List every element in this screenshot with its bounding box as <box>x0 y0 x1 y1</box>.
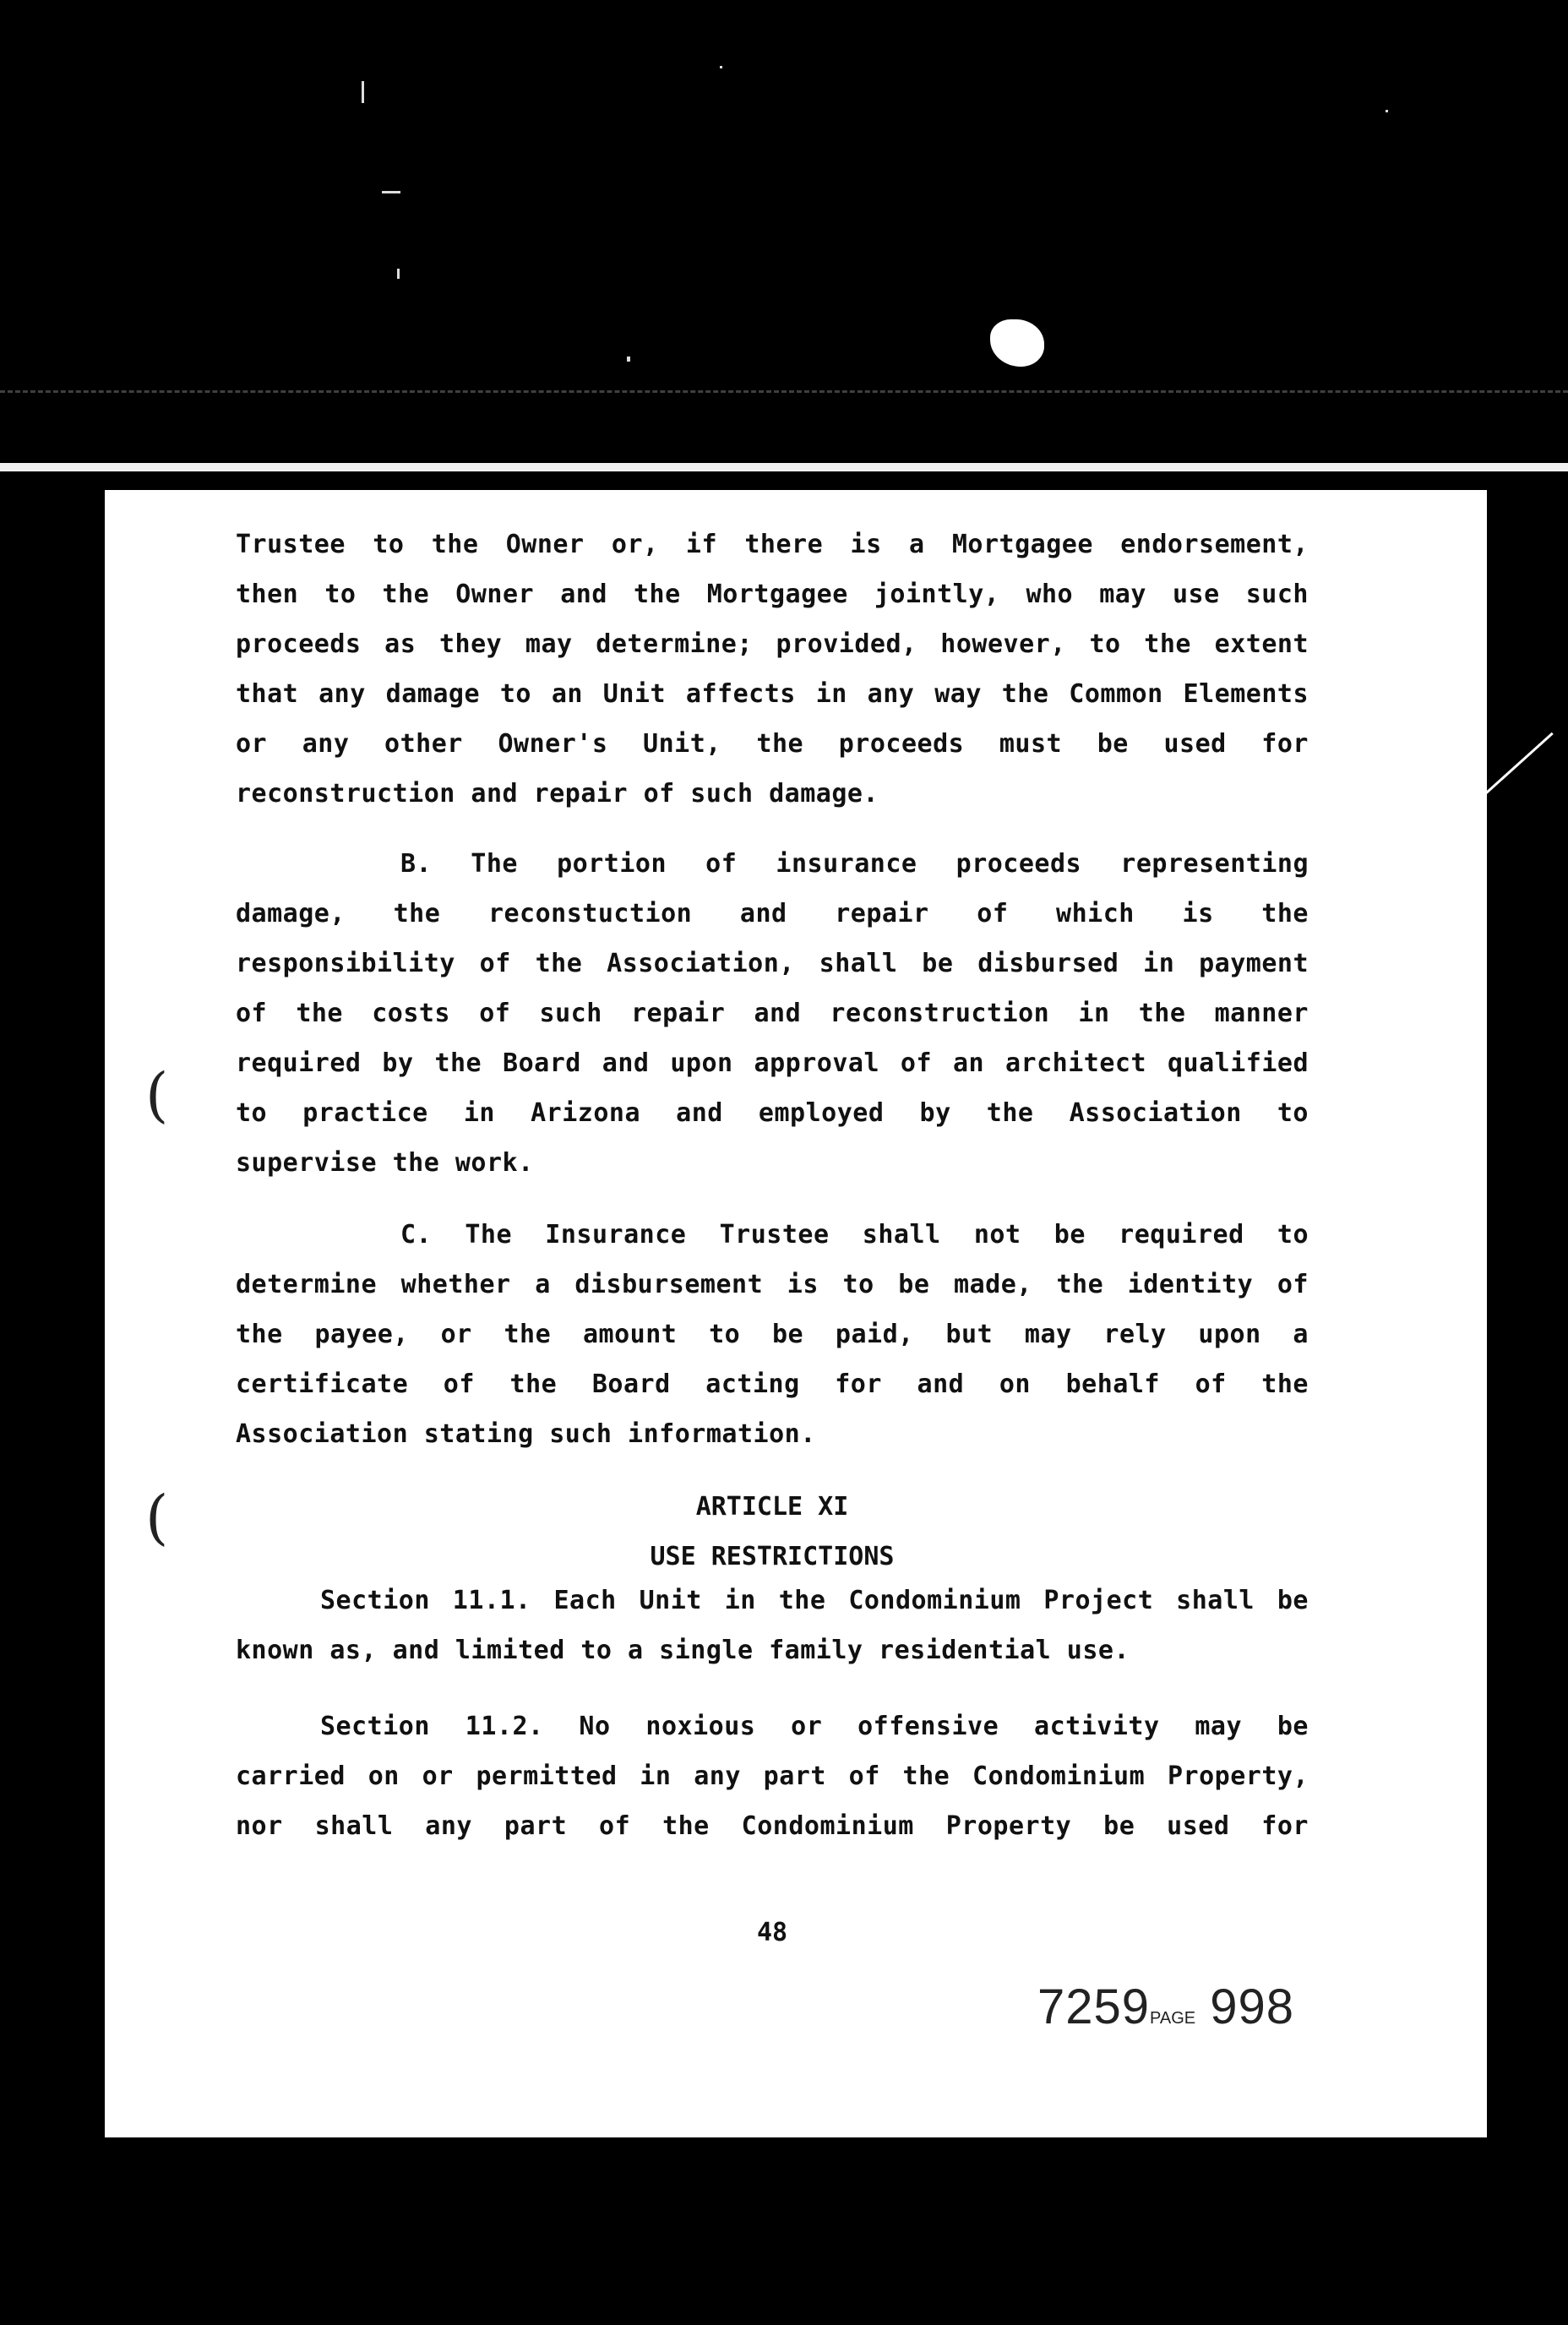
section-11-1 <box>236 1576 1309 1675</box>
scan-artifact <box>990 319 1044 367</box>
text-line: C. The Insurance Trustee shall not be required to <box>400 1220 1309 1250</box>
text-line: Trustee to the Owner or, if there is a Mortgagee endorsement, <box>236 530 1309 559</box>
page-number: 48 <box>756 1918 788 1947</box>
text-line: of the costs of such repair and reconstruction in the manner <box>236 999 1309 1028</box>
text-line: certificate of the Board acting for and on behalf of the <box>236 1369 1309 1399</box>
text-line: carried on or permitted in any part of the Condominium Property, <box>236 1761 1309 1791</box>
stamp-book: 7259 <box>1037 1979 1151 2034</box>
margin-punch-mark: ( <box>145 1060 169 1130</box>
paragraph-a <box>236 520 1309 819</box>
text-line: Section 11.2. No noxious or offensive activity may be <box>320 1712 1309 1741</box>
text-line: known as, and limited to a single family residential use. <box>236 1636 1130 1665</box>
margin-punch-mark: ( <box>145 1483 169 1552</box>
text-line: responsibility of the Association, shall be disbursed in payment <box>236 949 1309 978</box>
article-title: USE RESTRICTIONS <box>650 1542 895 1571</box>
section-11-2 <box>236 1702 1309 1851</box>
scan-speck <box>362 81 364 103</box>
scan-speck <box>1386 110 1388 112</box>
text-line: supervise the work. <box>236 1148 534 1178</box>
text-line: reconstruction and repair of such damage. <box>236 779 879 809</box>
text-line: proceeds as they may determine; provided, however, to the extent <box>236 629 1309 659</box>
scan-speck <box>627 357 630 362</box>
text-line: determine whether a disbursement is to be made, the identity of <box>236 1270 1309 1299</box>
text-line: required by the Board and upon approval of an architect qualified <box>236 1048 1309 1078</box>
text-line: Section 11.1. Each Unit in the Condominium Project shall be <box>320 1586 1309 1615</box>
text-line: the payee, or the amount to be paid, but may rely upon a <box>236 1320 1309 1349</box>
text-line: to practice in Arizona and employed by the Association to <box>236 1098 1309 1128</box>
paragraph-c <box>236 1210 1309 1459</box>
text-line: that any damage to an Unit affects in any way the Common Elements <box>236 679 1309 709</box>
text-line: nor shall any part of the Condominium Property be used for <box>236 1811 1309 1841</box>
text-line: or any other Owner's Unit, the proceeds must be used for <box>236 729 1309 759</box>
stamp-label: PAGE <box>1150 2009 1196 2028</box>
text-line: Association stating such information. <box>236 1419 816 1449</box>
scan-edge-band <box>0 463 1568 471</box>
article-heading: ARTICLE XI <box>695 1492 849 1522</box>
text-line: damage, the reconstuction and repair of which is the <box>236 899 1309 928</box>
scan-dashed-rule <box>0 390 1568 395</box>
text-line: then to the Owner and the Mortgagee jointly, who may use such <box>236 580 1309 609</box>
scan-speck <box>397 269 400 279</box>
paragraph-b <box>236 839 1309 1188</box>
document-page <box>105 490 1487 2137</box>
recording-stamp <box>1037 1979 1294 2035</box>
scan-speck <box>720 66 722 68</box>
stamp-page: 998 <box>1210 1979 1295 2034</box>
scan-artifact-line <box>1483 732 1554 797</box>
scan-speck <box>382 191 400 193</box>
text-line: B. The portion of insurance proceeds representing <box>400 849 1309 879</box>
